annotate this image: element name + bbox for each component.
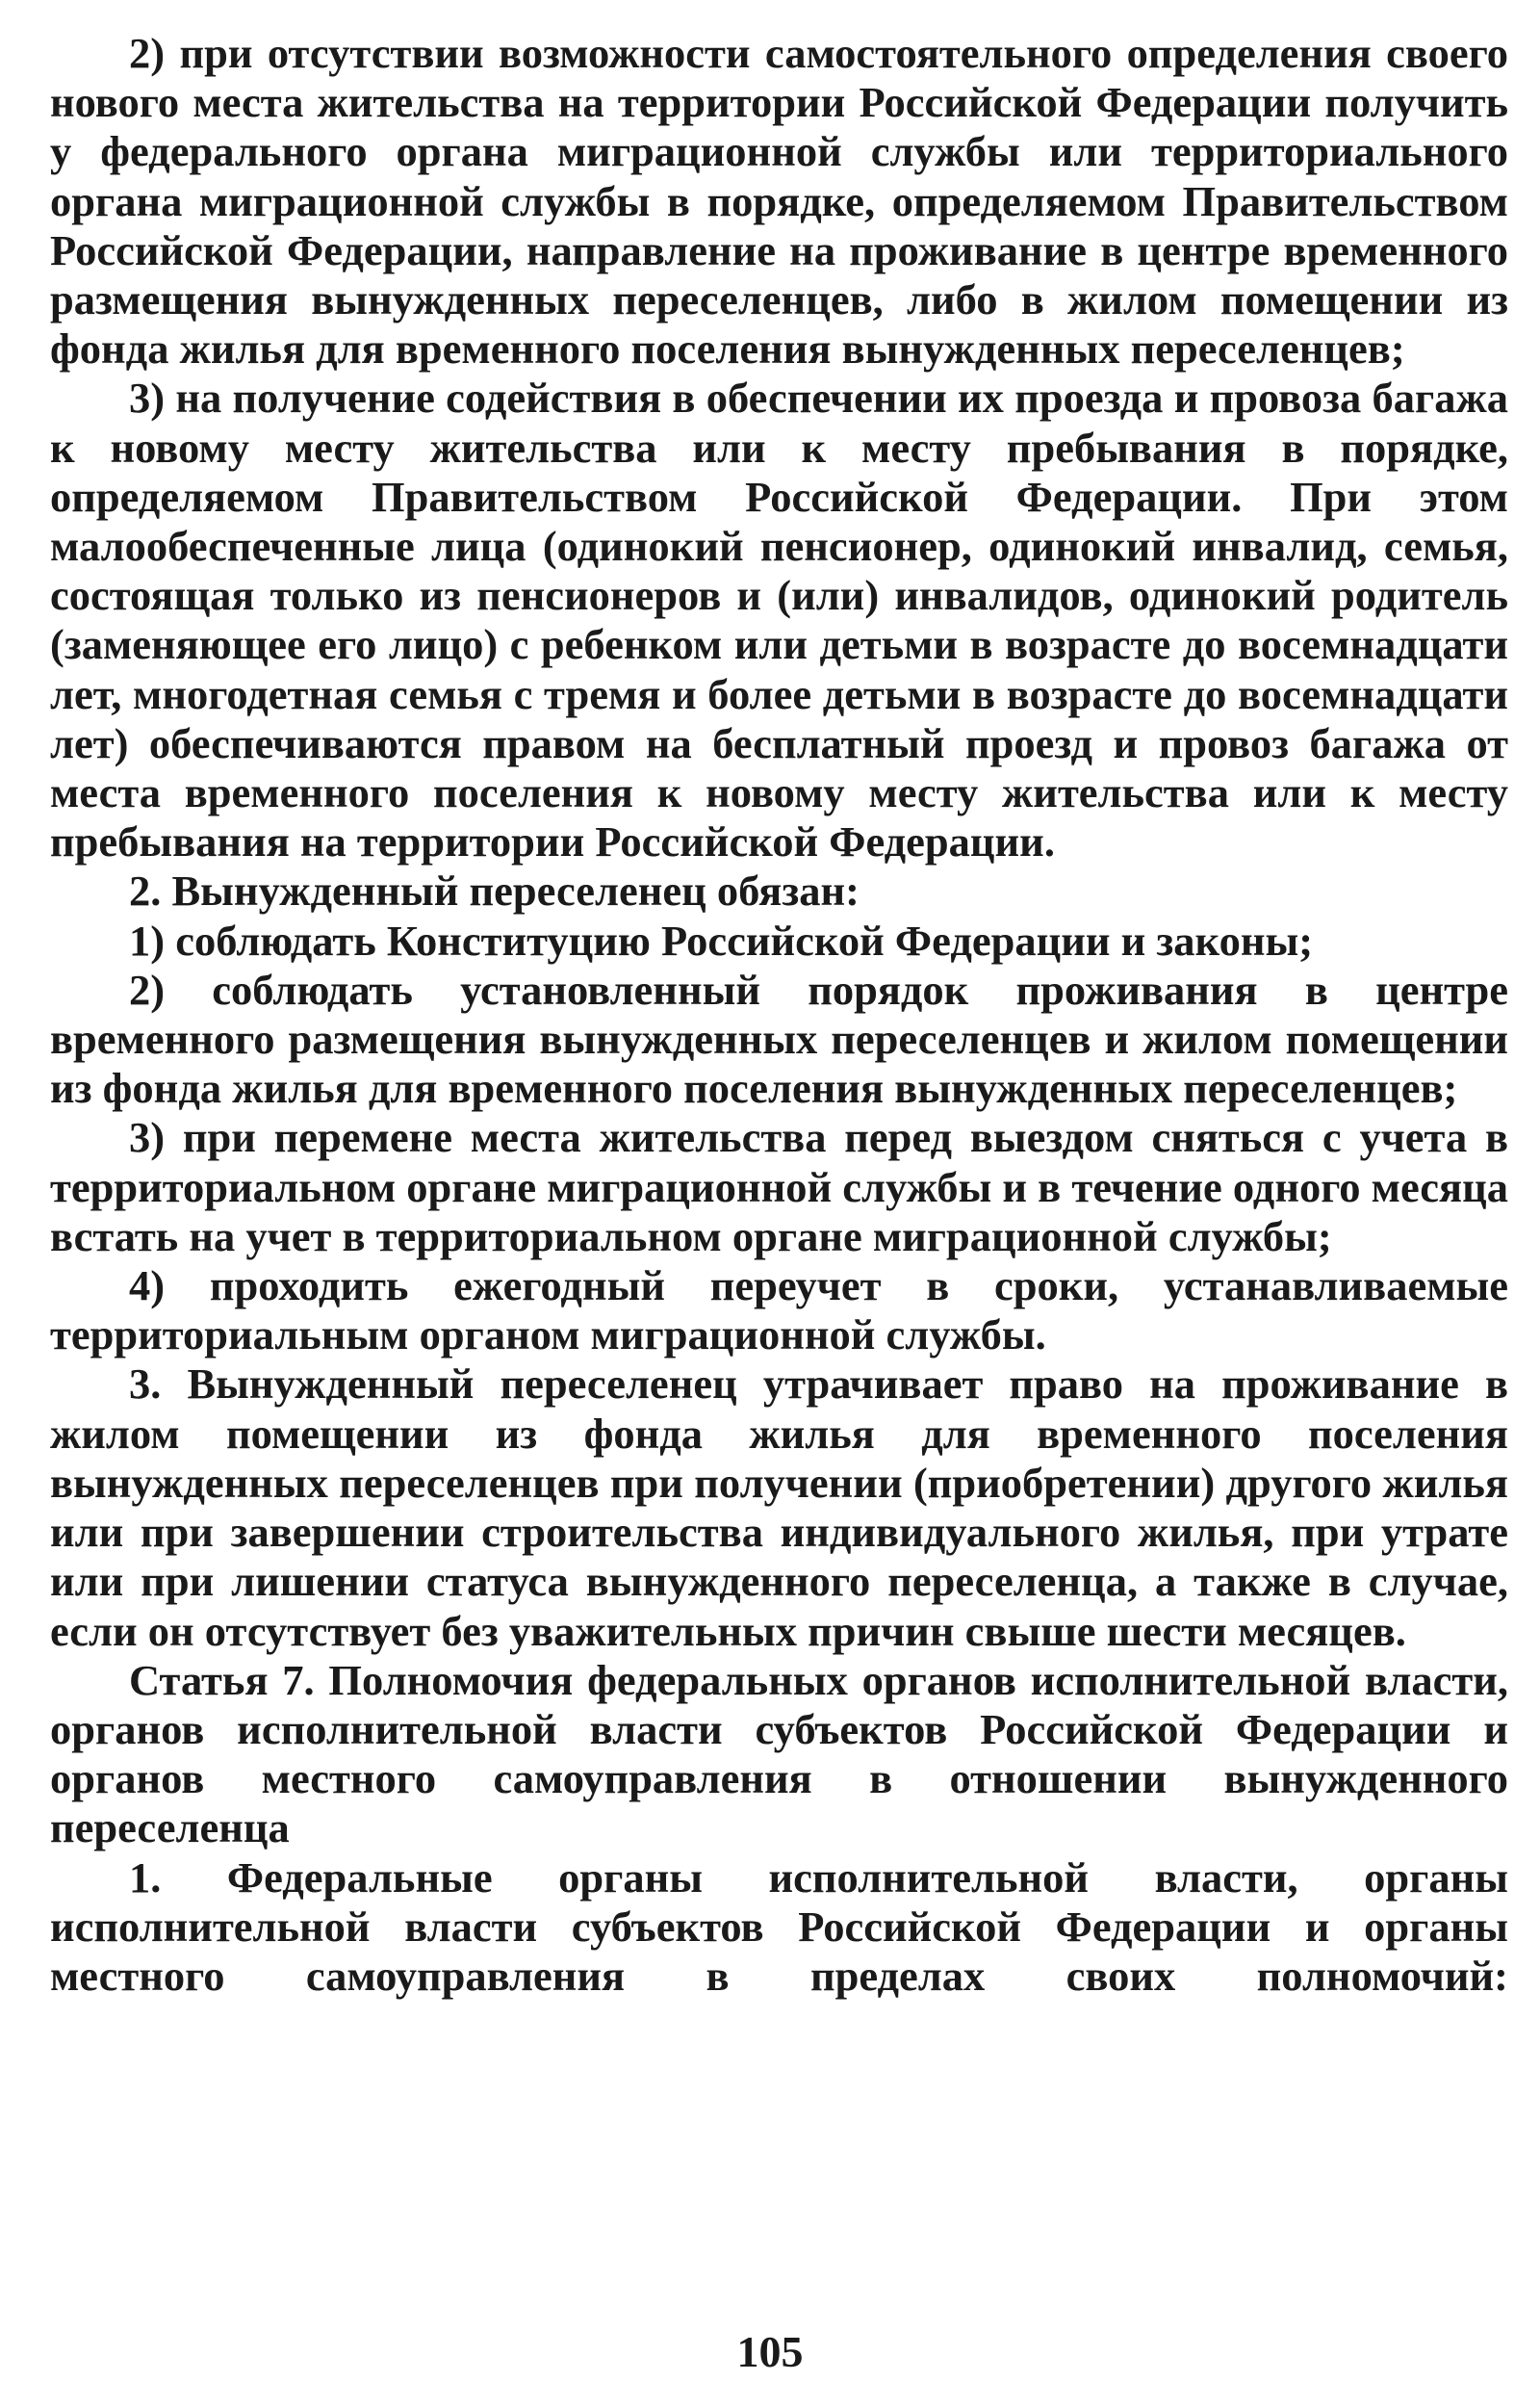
paragraph-obligation-3: 3) при перемене места жительства перед выездом сняться с учета в территориальном органе миграционной службы и в течение одного месяца встать на учет в территориальном органе миграционной службы;	[50, 1113, 1508, 1260]
paragraph-item-2-housing-referral: 2) при отсутствии возможности самостоятельного определения своего нового места жительства на территории Российской Федерации получить у федерального органа миграционной службы или территориального органа миграционной службы в порядке, определяемом Правительством Российской Федерации, направление на проживание в центре временного размещения вынужденных переселенцев, либо в жилом помещении из фонда жилья для временного поселения вынужденных переселенцев;	[50, 29, 1508, 374]
article-title: Полномочия федеральных органов исполнительной власти, органов исполнительной власти субъектов Российской Федерации и органов местного самоуправления в отношении вынужденного переселенца	[50, 1655, 1508, 1852]
paragraph-article-clause-1: 1. Федеральные органы исполнительной власти, органы исполнительной власти субъектов Российской Федерации и органы местного самоуправления в пределах своих полномочий:	[50, 1852, 1508, 2000]
paragraph-item-3-travel-assistance: 3) на получение содействия в обеспечении их проезда и провоза багажа к новому месту жительства или к месту пребывания в порядке, определяемом Правительством Российской Федерации. При этом малообеспеченные лица (одинокий пенсионер, одинокий инвалид, семья, состоящая только из пенсионеров и (или) инвалидов, одинокий родитель (заменяющее его лицо) с ребенком или детьми в возрасте до восемнадцати лет, многодетная семья с тремя и более детьми в возрасте до восемнадцати лет) обеспечиваются правом на бесплатный проезд и провоз багажа от места временного поселения к новому месту жительства или к месту пребывания на территории Российской Федерации.	[50, 374, 1508, 867]
paragraph-obligation-2: 2) соблюдать установленный порядок проживания в центре временного размещения вынужденных переселенцев и жилом помещении из фонда жилья для временного поселения вынужденных переселенцев;	[50, 965, 1508, 1113]
paragraph-obligation-1: 1) соблюдать Конституцию Российской Федерации и законы;	[129, 916, 1314, 965]
paragraph-loss-of-right: 3. Вынужденный переселенец утрачивает право на проживание в жилом помещении из фонда жилья для временного поселения вынужденных переселенцев при получении (приобретении) другого жилья или при завершении строительства индивидуального жилья, при утрате или при лишении статуса вынужденного переселенца, а также в случае, если он отсутствует без уважительных причин свыше шести месяцев.	[50, 1359, 1508, 1655]
paragraph-obligation-4: 4) проходить ежегодный переучет в сроки, устанавливаемые территориальным органом миграционной службы.	[50, 1261, 1508, 1359]
article-heading	[50, 1656, 1508, 1853]
page-number: 105	[736, 2327, 804, 2376]
paragraph-obligations-heading: 2. Вынужденный переселенец обязан:	[129, 867, 860, 916]
article-label: Статья 7.	[129, 1655, 315, 1704]
document-page	[50, 29, 1508, 2001]
